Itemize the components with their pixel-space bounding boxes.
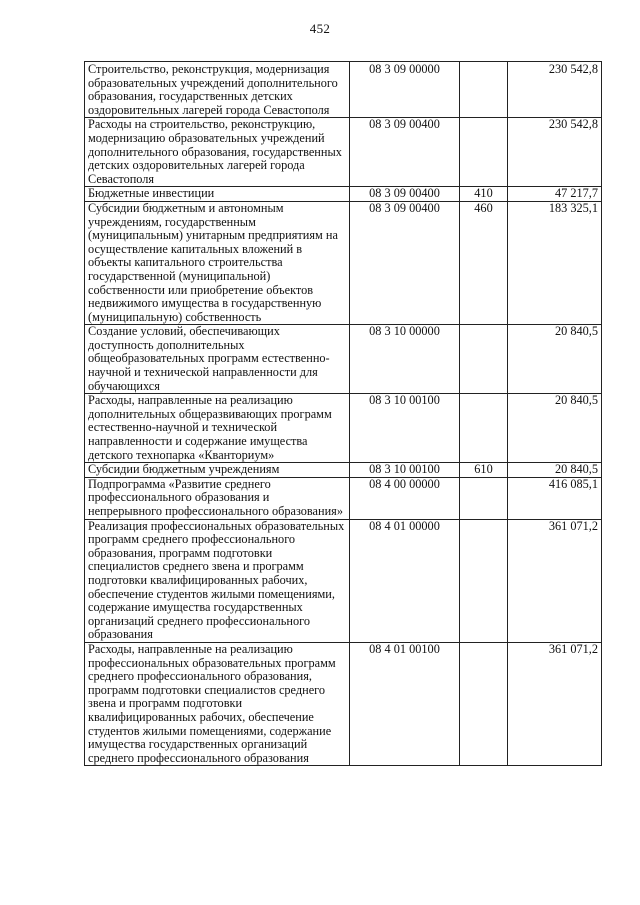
row-amount: 20 840,5 — [508, 463, 602, 478]
row-expense-kind — [460, 62, 508, 118]
row-expense-kind: 460 — [460, 201, 508, 324]
row-name: Строительство, реконструкция, модернизация образовательных учреждений дополнительного образования, государственных детских оздоровительных лагерей города Севастополя — [85, 62, 350, 118]
table-row — [85, 201, 602, 324]
row-name: Расходы на строительство, реконструкцию, модернизацию образовательных учреждений дополнительного образования, государственных детских оздоровительных лагерей города Севастополя — [85, 118, 350, 187]
row-code: 08 3 10 00000 — [350, 325, 460, 394]
row-amount: 20 840,5 — [508, 325, 602, 394]
row-expense-kind — [460, 118, 508, 187]
row-code: 08 3 09 00400 — [350, 201, 460, 324]
row-expense-kind — [460, 519, 508, 642]
row-amount: 230 542,8 — [508, 62, 602, 118]
row-amount: 47 217,7 — [508, 187, 602, 202]
row-expense-kind: 410 — [460, 187, 508, 202]
page-number: 452 — [309, 21, 331, 36]
row-code: 08 4 01 00100 — [350, 642, 460, 765]
row-amount: 361 071,2 — [508, 642, 602, 765]
table-row — [85, 62, 602, 118]
row-name: Субсидии бюджетным учреждениям — [85, 463, 350, 478]
table-row — [85, 394, 602, 463]
row-expense-kind — [460, 642, 508, 765]
row-name: Создание условий, обеспечивающих доступность дополнительных общеобразовательных программ естественно-научной и технической направленности для обучающихся — [85, 325, 350, 394]
table-row — [85, 477, 602, 519]
row-expense-kind: 610 — [460, 463, 508, 478]
row-code: 08 4 01 00000 — [350, 519, 460, 642]
row-amount: 416 085,1 — [508, 477, 602, 519]
budget-table — [84, 61, 602, 766]
row-amount: 20 840,5 — [508, 394, 602, 463]
row-expense-kind — [460, 325, 508, 394]
row-expense-kind — [460, 394, 508, 463]
row-name: Бюджетные инвестиции — [85, 187, 350, 202]
row-code: 08 4 00 00000 — [350, 477, 460, 519]
table-row — [85, 118, 602, 187]
row-amount: 361 071,2 — [508, 519, 602, 642]
table-row — [85, 642, 602, 765]
row-code: 08 3 10 00100 — [350, 394, 460, 463]
row-name: Подпрограмма «Развитие среднего профессионального образования и непрерывного профессионального образования» — [85, 477, 350, 519]
table-row — [85, 325, 602, 394]
row-code: 08 3 09 00400 — [350, 118, 460, 187]
row-code: 08 3 10 00100 — [350, 463, 460, 478]
row-amount: 183 325,1 — [508, 201, 602, 324]
row-name: Расходы, направленные на реализацию дополнительных общеразвивающих программ естественно-научной и технической направленности и содержание имущества детского технопарка «Кванториум» — [85, 394, 350, 463]
row-name: Реализация профессиональных образовательных программ среднего профессионального образования, программ подготовки специалистов среднего звена и программ подготовки квалифицированных рабочих, обеспечение студентов жилыми помещениями, содержание имущества государственных организаций среднего профессионального образования — [85, 519, 350, 642]
table-row — [85, 463, 602, 478]
row-code: 08 3 09 00000 — [350, 62, 460, 118]
row-amount: 230 542,8 — [508, 118, 602, 187]
table-row — [85, 519, 602, 642]
row-code: 08 3 09 00400 — [350, 187, 460, 202]
row-name: Субсидии бюджетным и автономным учреждениям, государственным (муниципальным) унитарным предприятиям на осуществление капитальных вложений в объекты капитального строительства государственной (муниципальной) собственности или приобретение объектов недвижимого имущества в государственную (муниципальную) собственность — [85, 201, 350, 324]
row-expense-kind — [460, 477, 508, 519]
row-name: Расходы, направленные на реализацию профессиональных образовательных программ среднего профессионального образования, программ подготовки специалистов среднего звена и программ подготовки квалифицированных рабочих, обеспечение студентов жилыми помещениями, содержание имущества государственных организаций среднего профессионального образования — [85, 642, 350, 765]
table-row — [85, 187, 602, 202]
